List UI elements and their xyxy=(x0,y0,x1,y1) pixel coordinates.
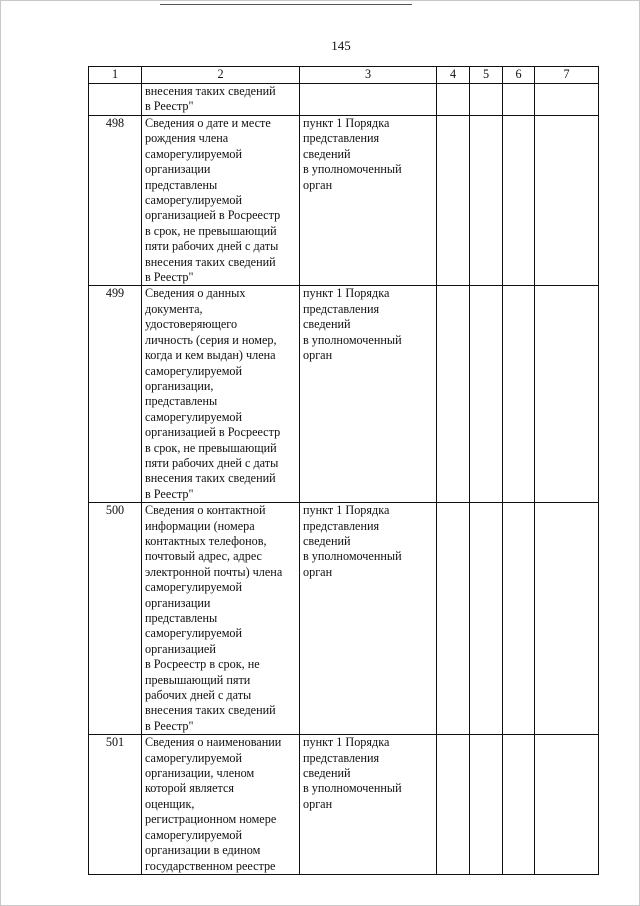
row-number-cell: 501 xyxy=(89,735,142,875)
description-line: организацией в Росреестр xyxy=(145,208,281,223)
description-line: Сведения о контактной xyxy=(145,503,266,518)
column-header-4: 4 xyxy=(437,67,470,84)
reference-line: представления xyxy=(303,518,380,533)
column-header-3: 3 xyxy=(300,67,437,84)
empty-cell xyxy=(503,84,535,116)
reference-cell xyxy=(300,735,437,875)
table-row-498 xyxy=(89,116,599,286)
description-line: саморегулируемой xyxy=(145,363,243,378)
description-line: в Реестр" xyxy=(145,270,194,285)
empty-cell xyxy=(470,503,503,735)
empty-cell xyxy=(437,286,470,503)
empty-cell xyxy=(437,84,470,116)
description-line: почтовый адрес, адрес xyxy=(145,549,262,564)
table-row-continuation xyxy=(89,84,599,116)
row-number-cell: 498 xyxy=(89,116,142,286)
reference-line: в уполномоченный xyxy=(303,781,402,796)
column-header-1: 1 xyxy=(89,67,142,84)
empty-cell xyxy=(535,84,599,116)
empty-cell xyxy=(503,116,535,286)
reference-line: орган xyxy=(303,564,333,579)
scan-artifact-line xyxy=(160,4,412,5)
description-line: оценщик, xyxy=(145,796,195,811)
description-line: удостоверяющего xyxy=(145,317,238,332)
description-line: организацией в Росреестр xyxy=(145,425,281,440)
reference-line: в уполномоченный xyxy=(303,549,402,564)
description-line: саморегулируемой xyxy=(145,626,243,641)
description-line: Сведения о дате и месте xyxy=(145,116,271,130)
empty-cell xyxy=(437,735,470,875)
reference-line: пункт 1 Порядка xyxy=(303,735,390,750)
description-line: саморегулируемой xyxy=(145,193,243,208)
description-line: внесения таких сведений xyxy=(145,471,276,486)
document-table xyxy=(88,66,599,875)
description-line: представлены xyxy=(145,177,218,192)
row-number-cell: 499 xyxy=(89,286,142,503)
row-number-cell xyxy=(89,84,142,116)
reference-line: сведений xyxy=(303,766,351,781)
reference-line: представления xyxy=(303,750,380,765)
reference-line: в уполномоченный xyxy=(303,332,402,347)
reference-line: пункт 1 Порядка xyxy=(303,116,390,130)
empty-cell xyxy=(470,84,503,116)
description-line: в Росреестр в срок, не xyxy=(145,657,260,672)
description-line: внесения таких сведений xyxy=(145,84,276,98)
empty-cell xyxy=(535,503,599,735)
description-line: представлены xyxy=(145,394,218,409)
reference-cell xyxy=(300,286,437,503)
table-row-501 xyxy=(89,735,599,875)
description-line: в Реестр" xyxy=(145,486,194,501)
description-line: саморегулируемой xyxy=(145,409,243,424)
description-line: в срок, не превышающий xyxy=(145,223,277,238)
description-line: в Реестр" xyxy=(145,99,194,114)
description-line: электронной почты) члена xyxy=(145,564,283,579)
description-line: регистрационном номере xyxy=(145,812,277,827)
description-line: организации xyxy=(145,162,211,177)
description-line: организации, xyxy=(145,378,214,393)
empty-cell xyxy=(503,735,535,875)
reference-line: орган xyxy=(303,796,333,811)
description-line: саморегулируемой xyxy=(145,146,243,161)
description-line: Сведения о данных xyxy=(145,286,246,301)
description-line: организацией xyxy=(145,641,216,656)
description-line: государственном реестре xyxy=(145,858,276,873)
reference-line: в уполномоченный xyxy=(303,162,402,177)
description-line: организации xyxy=(145,595,211,610)
description-line: внесения таких сведений xyxy=(145,254,276,269)
description-cell xyxy=(142,735,300,875)
description-line: личность (серия и номер, xyxy=(145,332,277,347)
reference-line: сведений xyxy=(303,317,351,332)
empty-cell xyxy=(503,286,535,503)
reference-cell xyxy=(300,84,437,116)
reference-cell xyxy=(300,503,437,735)
description-line: в срок, не превышающий xyxy=(145,440,277,455)
description-line: саморегулируемой xyxy=(145,580,243,595)
description-line: рабочих дней с даты xyxy=(145,688,252,703)
column-header-5: 5 xyxy=(470,67,503,84)
column-header-7: 7 xyxy=(535,67,599,84)
empty-cell xyxy=(535,735,599,875)
reference-line: орган xyxy=(303,177,333,192)
description-cell xyxy=(142,84,300,116)
description-line: рождения члена xyxy=(145,131,229,146)
empty-cell xyxy=(437,503,470,735)
description-line: которой является xyxy=(145,781,235,796)
empty-cell xyxy=(437,116,470,286)
empty-cell xyxy=(470,116,503,286)
reference-cell xyxy=(300,116,437,286)
description-line: информации (номера xyxy=(145,518,255,533)
description-line: в Реестр" xyxy=(145,718,194,733)
description-cell xyxy=(142,116,300,286)
description-line: пяти рабочих дней с даты xyxy=(145,239,279,254)
description-line: когда и кем выдан) члена xyxy=(145,348,276,363)
reference-line: пункт 1 Порядка xyxy=(303,286,390,301)
empty-cell xyxy=(535,286,599,503)
description-line: представлены xyxy=(145,611,218,625)
reference-line: представления xyxy=(303,131,380,146)
description-line: документа, xyxy=(145,301,203,316)
row-number-cell: 500 xyxy=(89,503,142,735)
reference-line: представления xyxy=(303,301,380,316)
description-line: превышающий пяти xyxy=(145,672,251,687)
description-line: Сведения о наименовании xyxy=(145,735,282,750)
empty-cell xyxy=(470,286,503,503)
column-header-2: 2 xyxy=(142,67,300,84)
description-cell xyxy=(142,503,300,735)
table-header-row xyxy=(89,67,599,84)
scan-edge-top xyxy=(0,0,640,1)
description-line: контактных телефонов, xyxy=(145,533,267,548)
table-row-499 xyxy=(89,286,599,503)
empty-cell xyxy=(535,116,599,286)
reference-line: пункт 1 Порядка xyxy=(303,503,390,518)
empty-cell xyxy=(503,503,535,735)
description-line: саморегулируемой xyxy=(145,827,243,842)
description-line: организации в едином xyxy=(145,843,261,858)
table-row-500 xyxy=(89,503,599,735)
page-number: 145 xyxy=(331,38,351,53)
reference-line: сведений xyxy=(303,533,351,548)
column-header-6: 6 xyxy=(503,67,535,84)
description-line: организации, членом xyxy=(145,766,255,781)
description-line: саморегулируемой xyxy=(145,750,243,765)
description-line: внесения таких сведений xyxy=(145,703,276,718)
empty-cell xyxy=(470,735,503,875)
description-line: пяти рабочих дней с даты xyxy=(145,455,279,470)
reference-line: сведений xyxy=(303,146,351,161)
reference-line: орган xyxy=(303,348,333,363)
scan-edge-left xyxy=(0,0,1,906)
description-cell xyxy=(142,286,300,503)
